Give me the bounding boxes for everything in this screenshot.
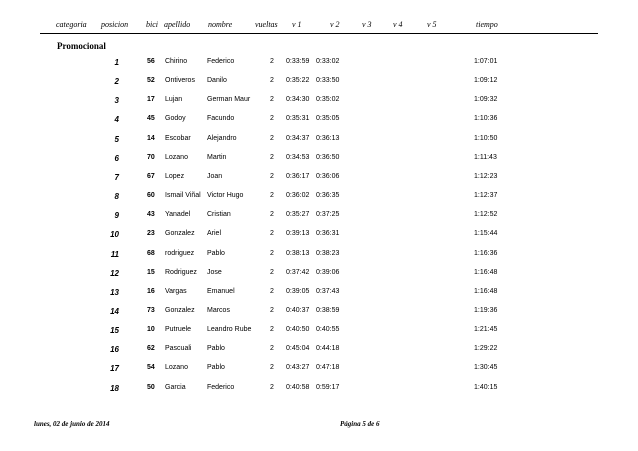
apellido-cell: Vargas: [165, 287, 187, 295]
v1-cell: 0:34:37: [286, 134, 310, 142]
nombre-cell: Joan: [207, 172, 223, 180]
tiempo-cell: 1:10:36: [474, 115, 498, 123]
table-row: [0, 211, 638, 231]
apellido-cell: Chirino: [165, 58, 188, 65]
nombre-cell: Facundo: [207, 115, 235, 123]
vueltas-cell: 2: [270, 96, 274, 104]
bici-cell: 68: [147, 249, 155, 257]
apellido-cell: Garcia: [165, 383, 186, 391]
table-row: [0, 326, 638, 346]
vueltas-cell: 2: [270, 192, 274, 200]
table-row: [0, 192, 638, 212]
bici-cell: 14: [147, 134, 155, 142]
header-categoria: categoria: [56, 20, 87, 29]
tiempo-cell: 1:21:45: [474, 326, 498, 334]
v2-cell: 0:36:50: [316, 153, 340, 161]
v2-cell: 0:36:06: [316, 172, 340, 180]
v1-cell: 0:40:58: [286, 383, 310, 391]
pos-cell: 13: [110, 287, 119, 297]
tiempo-cell: 1:12:52: [474, 211, 498, 219]
v1-cell: 0:37:42: [286, 268, 310, 276]
bici-cell: 23: [147, 230, 155, 238]
v1-cell: 0:38:13: [286, 249, 310, 257]
header-tiempo: tiempo: [476, 20, 498, 29]
table-row: [0, 115, 638, 135]
table-row: [0, 173, 638, 193]
vueltas-cell: 2: [270, 115, 274, 123]
nombre-cell: Victor Hugo: [207, 192, 244, 200]
tiempo-cell: 1:12:23: [474, 172, 498, 180]
v2-cell: 0:35:05: [316, 115, 340, 123]
apellido-cell: Lujan: [165, 96, 183, 104]
bici-cell: 50: [147, 383, 155, 391]
pos-cell: 14: [110, 306, 119, 316]
column-header-row: [0, 0, 638, 30]
header-v4: v 4: [393, 20, 403, 29]
bici-cell: 10: [147, 326, 155, 334]
v1-cell: 0:33:59: [286, 58, 310, 65]
v1-cell: 0:45:04: [286, 345, 310, 353]
v1-cell: 0:35:22: [286, 77, 310, 85]
header-apellido: apellido: [164, 20, 191, 29]
pos-cell: 10: [110, 230, 119, 240]
tiempo-cell: 1:09:12: [474, 77, 498, 85]
vueltas-cell: 2: [270, 306, 274, 314]
table-row: [0, 135, 638, 155]
tiempo-cell: 1:16:48: [474, 287, 498, 295]
nombre-cell: Marcos: [207, 306, 230, 314]
vueltas-cell: 2: [270, 172, 274, 180]
nombre-cell: Pablo: [207, 249, 225, 257]
v2-cell: 0:33:02: [316, 58, 340, 65]
bici-cell: 17: [147, 96, 155, 104]
tiempo-cell: 1:10:50: [474, 134, 498, 142]
apellido-cell: Gonzalez: [165, 230, 195, 238]
v2-cell: 0:37:43: [316, 287, 340, 295]
tiempo-cell: 1:19:36: [474, 306, 498, 314]
vueltas-cell: 2: [270, 211, 274, 219]
nombre-cell: Alejandro: [207, 134, 237, 142]
v1-cell: 0:34:30: [286, 96, 310, 104]
bici-cell: 56: [147, 58, 155, 65]
bici-cell: 45: [147, 115, 155, 123]
vueltas-cell: 2: [270, 287, 274, 295]
pos-cell: 3: [114, 96, 119, 106]
v2-cell: 0:36:31: [316, 230, 340, 238]
table-row: [0, 250, 638, 270]
v1-cell: 0:36:02: [286, 192, 310, 200]
nombre-cell: Danilo: [207, 77, 227, 85]
apellido-cell: Lozano: [165, 364, 188, 372]
nombre-cell: German Maur: [207, 96, 251, 104]
v1-cell: 0:39:05: [286, 287, 310, 295]
apellido-cell: Escobar: [165, 134, 191, 142]
header-posicion: posicion: [101, 20, 129, 29]
tiempo-cell: 1:16:48: [474, 268, 498, 276]
v2-cell: 0:59:17: [316, 383, 340, 391]
table-row: [0, 364, 638, 384]
bici-cell: 70: [147, 153, 155, 161]
vueltas-cell: 2: [270, 58, 274, 65]
pos-cell: 8: [114, 192, 119, 202]
nombre-cell: Leandro Rube: [207, 326, 252, 334]
header-vueltas: vueltas: [255, 20, 278, 29]
nombre-cell: Pablo: [207, 345, 225, 353]
bici-cell: 73: [147, 306, 155, 314]
table-row: [0, 269, 638, 289]
tiempo-cell: 1:40:15: [474, 383, 498, 391]
nombre-cell: Martin: [207, 153, 227, 161]
table-row: [0, 154, 638, 174]
vueltas-cell: 2: [270, 249, 274, 257]
v2-cell: 0:39:06: [316, 268, 340, 276]
vueltas-cell: 2: [270, 134, 274, 142]
pos-cell: 5: [114, 134, 119, 144]
tiempo-cell: 1:12:37: [474, 192, 498, 200]
pos-cell: 17: [110, 364, 119, 374]
header-v5: v 5: [427, 20, 437, 29]
apellido-cell: Putruele: [165, 326, 192, 334]
bici-cell: 67: [147, 172, 155, 180]
bici-cell: 54: [147, 364, 155, 372]
vueltas-cell: 2: [270, 153, 274, 161]
v2-cell: 0:38:23: [316, 249, 340, 257]
vueltas-cell: 2: [270, 383, 274, 391]
tiempo-cell: 1:07:01: [474, 58, 498, 65]
tiempo-cell: 1:30:45: [474, 364, 498, 372]
nombre-cell: Federico: [207, 58, 235, 65]
header-nombre: nombre: [208, 20, 233, 29]
pos-cell: 1: [114, 58, 119, 67]
v1-cell: 0:40:37: [286, 306, 310, 314]
bici-cell: 43: [147, 211, 155, 219]
footer-page-number: Página 5 de 6: [340, 420, 380, 428]
bici-cell: 16: [147, 287, 155, 295]
category-title: Promocional: [57, 41, 106, 51]
table-row: [0, 288, 638, 308]
apellido-cell: Yanadel: [165, 211, 191, 219]
v2-cell: 0:33:50: [316, 77, 340, 85]
vueltas-cell: 2: [270, 326, 274, 334]
v1-cell: 0:36:17: [286, 172, 310, 180]
apellido-cell: Lozano: [165, 153, 188, 161]
table-row: [0, 96, 638, 116]
footer-date: lunes, 02 de junio de 2014: [34, 420, 110, 428]
table-row: [0, 384, 638, 404]
table-row: [0, 345, 638, 365]
v1-cell: 0:43:27: [286, 364, 310, 372]
pos-cell: 2: [114, 77, 119, 87]
pos-cell: 6: [114, 153, 119, 163]
nombre-cell: Jose: [207, 268, 222, 276]
apellido-cell: rodriguez: [165, 249, 195, 257]
pos-cell: 12: [110, 268, 119, 278]
v1-cell: 0:34:53: [286, 153, 310, 161]
v2-cell: 0:40:55: [316, 326, 340, 334]
tiempo-cell: 1:29:22: [474, 345, 498, 353]
v2-cell: 0:38:59: [316, 306, 340, 314]
vueltas-cell: 2: [270, 77, 274, 85]
apellido-cell: Godoy: [165, 115, 186, 123]
apellido-cell: Lopez: [165, 172, 185, 180]
table-row: [0, 307, 638, 327]
bici-cell: 52: [147, 77, 155, 85]
header-v2: v 2: [330, 20, 340, 29]
v2-cell: 0:37:25: [316, 211, 340, 219]
v2-cell: 0:36:35: [316, 192, 340, 200]
pos-cell: 16: [110, 345, 119, 355]
nombre-cell: Ariel: [207, 230, 222, 238]
tiempo-cell: 1:11:43: [474, 153, 497, 161]
v1-cell: 0:35:27: [286, 211, 310, 219]
vueltas-cell: 2: [270, 345, 274, 353]
apellido-cell: Gonzalez: [165, 306, 195, 314]
vueltas-cell: 2: [270, 268, 274, 276]
pos-cell: 9: [114, 211, 119, 221]
apellido-cell: Ismail Viñal: [165, 192, 201, 200]
pos-cell: 7: [114, 172, 119, 182]
nombre-cell: Pablo: [207, 364, 225, 372]
tiempo-cell: 1:16:36: [474, 249, 498, 257]
pos-cell: 11: [110, 249, 119, 259]
header-v1: v 1: [292, 20, 302, 29]
header-divider: [40, 33, 598, 34]
v2-cell: 0:35:02: [316, 96, 340, 104]
apellido-cell: Pascuali: [165, 345, 192, 353]
header-v3: v 3: [362, 20, 372, 29]
bici-cell: 62: [147, 345, 155, 353]
vueltas-cell: 2: [270, 364, 274, 372]
pos-cell: 18: [110, 383, 119, 393]
nombre-cell: Federico: [207, 383, 235, 391]
pos-cell: 4: [114, 115, 119, 125]
v2-cell: 0:44:18: [316, 345, 340, 353]
header-bici: bici: [146, 20, 158, 29]
nombre-cell: Cristian: [207, 211, 231, 219]
v2-cell: 0:36:13: [316, 134, 340, 142]
apellido-cell: Ontiveros: [165, 77, 195, 85]
bici-cell: 15: [147, 268, 155, 276]
bici-cell: 60: [147, 192, 155, 200]
v1-cell: 0:35:31: [286, 115, 310, 123]
tiempo-cell: 1:15:44: [474, 230, 498, 238]
nombre-cell: Emanuel: [207, 287, 235, 295]
vueltas-cell: 2: [270, 230, 274, 238]
v1-cell: 0:40:50: [286, 326, 310, 334]
v1-cell: 0:39:13: [286, 230, 310, 238]
table-row: [0, 230, 638, 250]
tiempo-cell: 1:09:32: [474, 96, 498, 104]
table-row: [0, 58, 638, 78]
table-row: [0, 77, 638, 97]
v2-cell: 0:47:18: [316, 364, 340, 372]
pos-cell: 15: [110, 326, 119, 336]
apellido-cell: Rodriguez: [165, 268, 197, 276]
